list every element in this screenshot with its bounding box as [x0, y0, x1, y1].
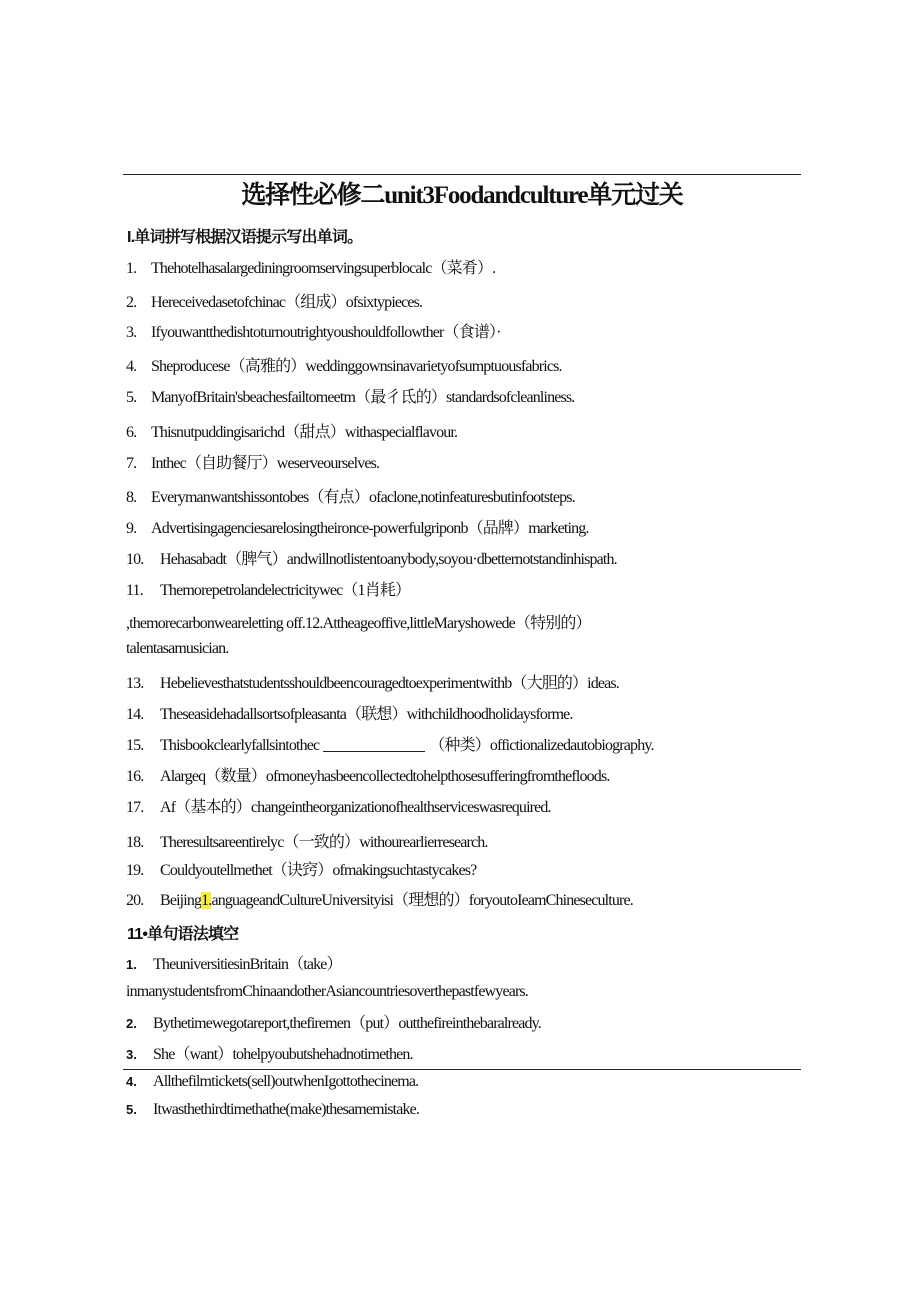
- list-item: 10. Hehasabadt（脾气）andwillnotlistentoanybody,soyou·dbetternotstandinhispath.: [126, 551, 617, 568]
- list-item: 4. Allthefilmtickets(sell)outwhenIgottothecinema.: [126, 1073, 419, 1090]
- page-title: 选择性必修二unit3Foodandculture单元过关: [241, 182, 683, 209]
- list-item: 4. Sheproducese（高雅的）weddinggownsinavarietyofsumptuousfabrics.: [126, 358, 562, 375]
- list-item: 7. Inthec（自助餐厅）weserveourselves.: [126, 455, 380, 472]
- section-1-heading: I.单词拼写根据汉语提示写出单词。: [127, 229, 363, 246]
- list-item-continuation: ,themorecarbonweareletting off.12.Attheageoffive,littleMaryshowede（特别的）: [126, 615, 591, 632]
- list-item: 17. Af（基本的）changeintheorganizationofhealthserviceswasrequired.: [126, 799, 551, 816]
- list-item: 19. Couldyoutellmethet（诀窍）ofmakingsuchtastycakes?: [126, 862, 477, 879]
- list-item-continuation: inmanystudentsfromChinaandotherAsiancountriesoverthepastfewyears.: [126, 983, 528, 1000]
- divider-rule: [123, 1069, 801, 1070]
- list-item-continuation: talentasamusician.: [126, 640, 229, 657]
- list-item: 6. Thisnutpuddingisarichd（甜点）withaspecialflavour.: [126, 424, 458, 441]
- list-item: 5. ManyofBritain'sbeachesfailtomeetm（最彳氐的）standardsofcleanliness.: [126, 389, 575, 406]
- list-item: 1. Thehotelhasalargediningroomservingsuperblocalc（菜肴）.: [126, 260, 496, 277]
- list-item: 3. Ifyouwantthedishtoturnoutrightyoushouldfollowther（食谱）·: [126, 324, 501, 341]
- section-2-heading: 11•单句语法填空: [127, 926, 239, 943]
- list-item: 13. Hebelievesthatstudentsshouldbeencouragedtoexperimentwithb（大胆的）ideas.: [126, 675, 619, 692]
- list-item: 8. Everymanwantshissontobes（有点）ofaclone,notinfeaturesbutinfootsteps.: [126, 489, 575, 506]
- answer-blank[interactable]: [323, 735, 425, 752]
- list-item: 15. Thisbookclearlyfallsintothec （种类）offictionalizedautobiography.: [126, 737, 654, 754]
- list-item: 16. Alargeq（数量）ofmoneyhasbeencollectedtohelpthosesufferingfromthefloods.: [126, 768, 610, 785]
- list-item: 1. TheuniversitiesinBritain（take）: [126, 956, 342, 973]
- list-item: 11. Themorepetrolandelectricitywec（1肖耗）: [126, 582, 411, 599]
- list-item: 3. She（want）tohelpyoubutshehadnotimethen.: [126, 1046, 413, 1063]
- list-item: 9. Advertisingagenciesarelosingtheironce-powerfulgriponb（品牌）marketing.: [126, 520, 589, 537]
- list-item: 20. Beijing1.anguageandCultureUniversityisi（理想的）foryoutoIeamChineseculture.: [126, 892, 633, 909]
- list-item: 2. Bythetimewegotareport,thefiremen（put）outthefireinthebaralready.: [126, 1015, 541, 1032]
- list-item: 18. Theresultsareentirelyc（一致的）withourearlierresearch.: [126, 834, 488, 851]
- list-item: 5. Itwasthethirdtimethathe(make)thesamemistake.: [126, 1101, 420, 1118]
- list-item: 2. Hereceivedasetofchinac（组成）ofsixtypieces.: [126, 294, 423, 311]
- highlight-mark: 1.: [201, 892, 212, 909]
- list-item: 14. Theseasidehadallsortsofpleasanta（联想）withchildhoodholidaysforme.: [126, 706, 573, 723]
